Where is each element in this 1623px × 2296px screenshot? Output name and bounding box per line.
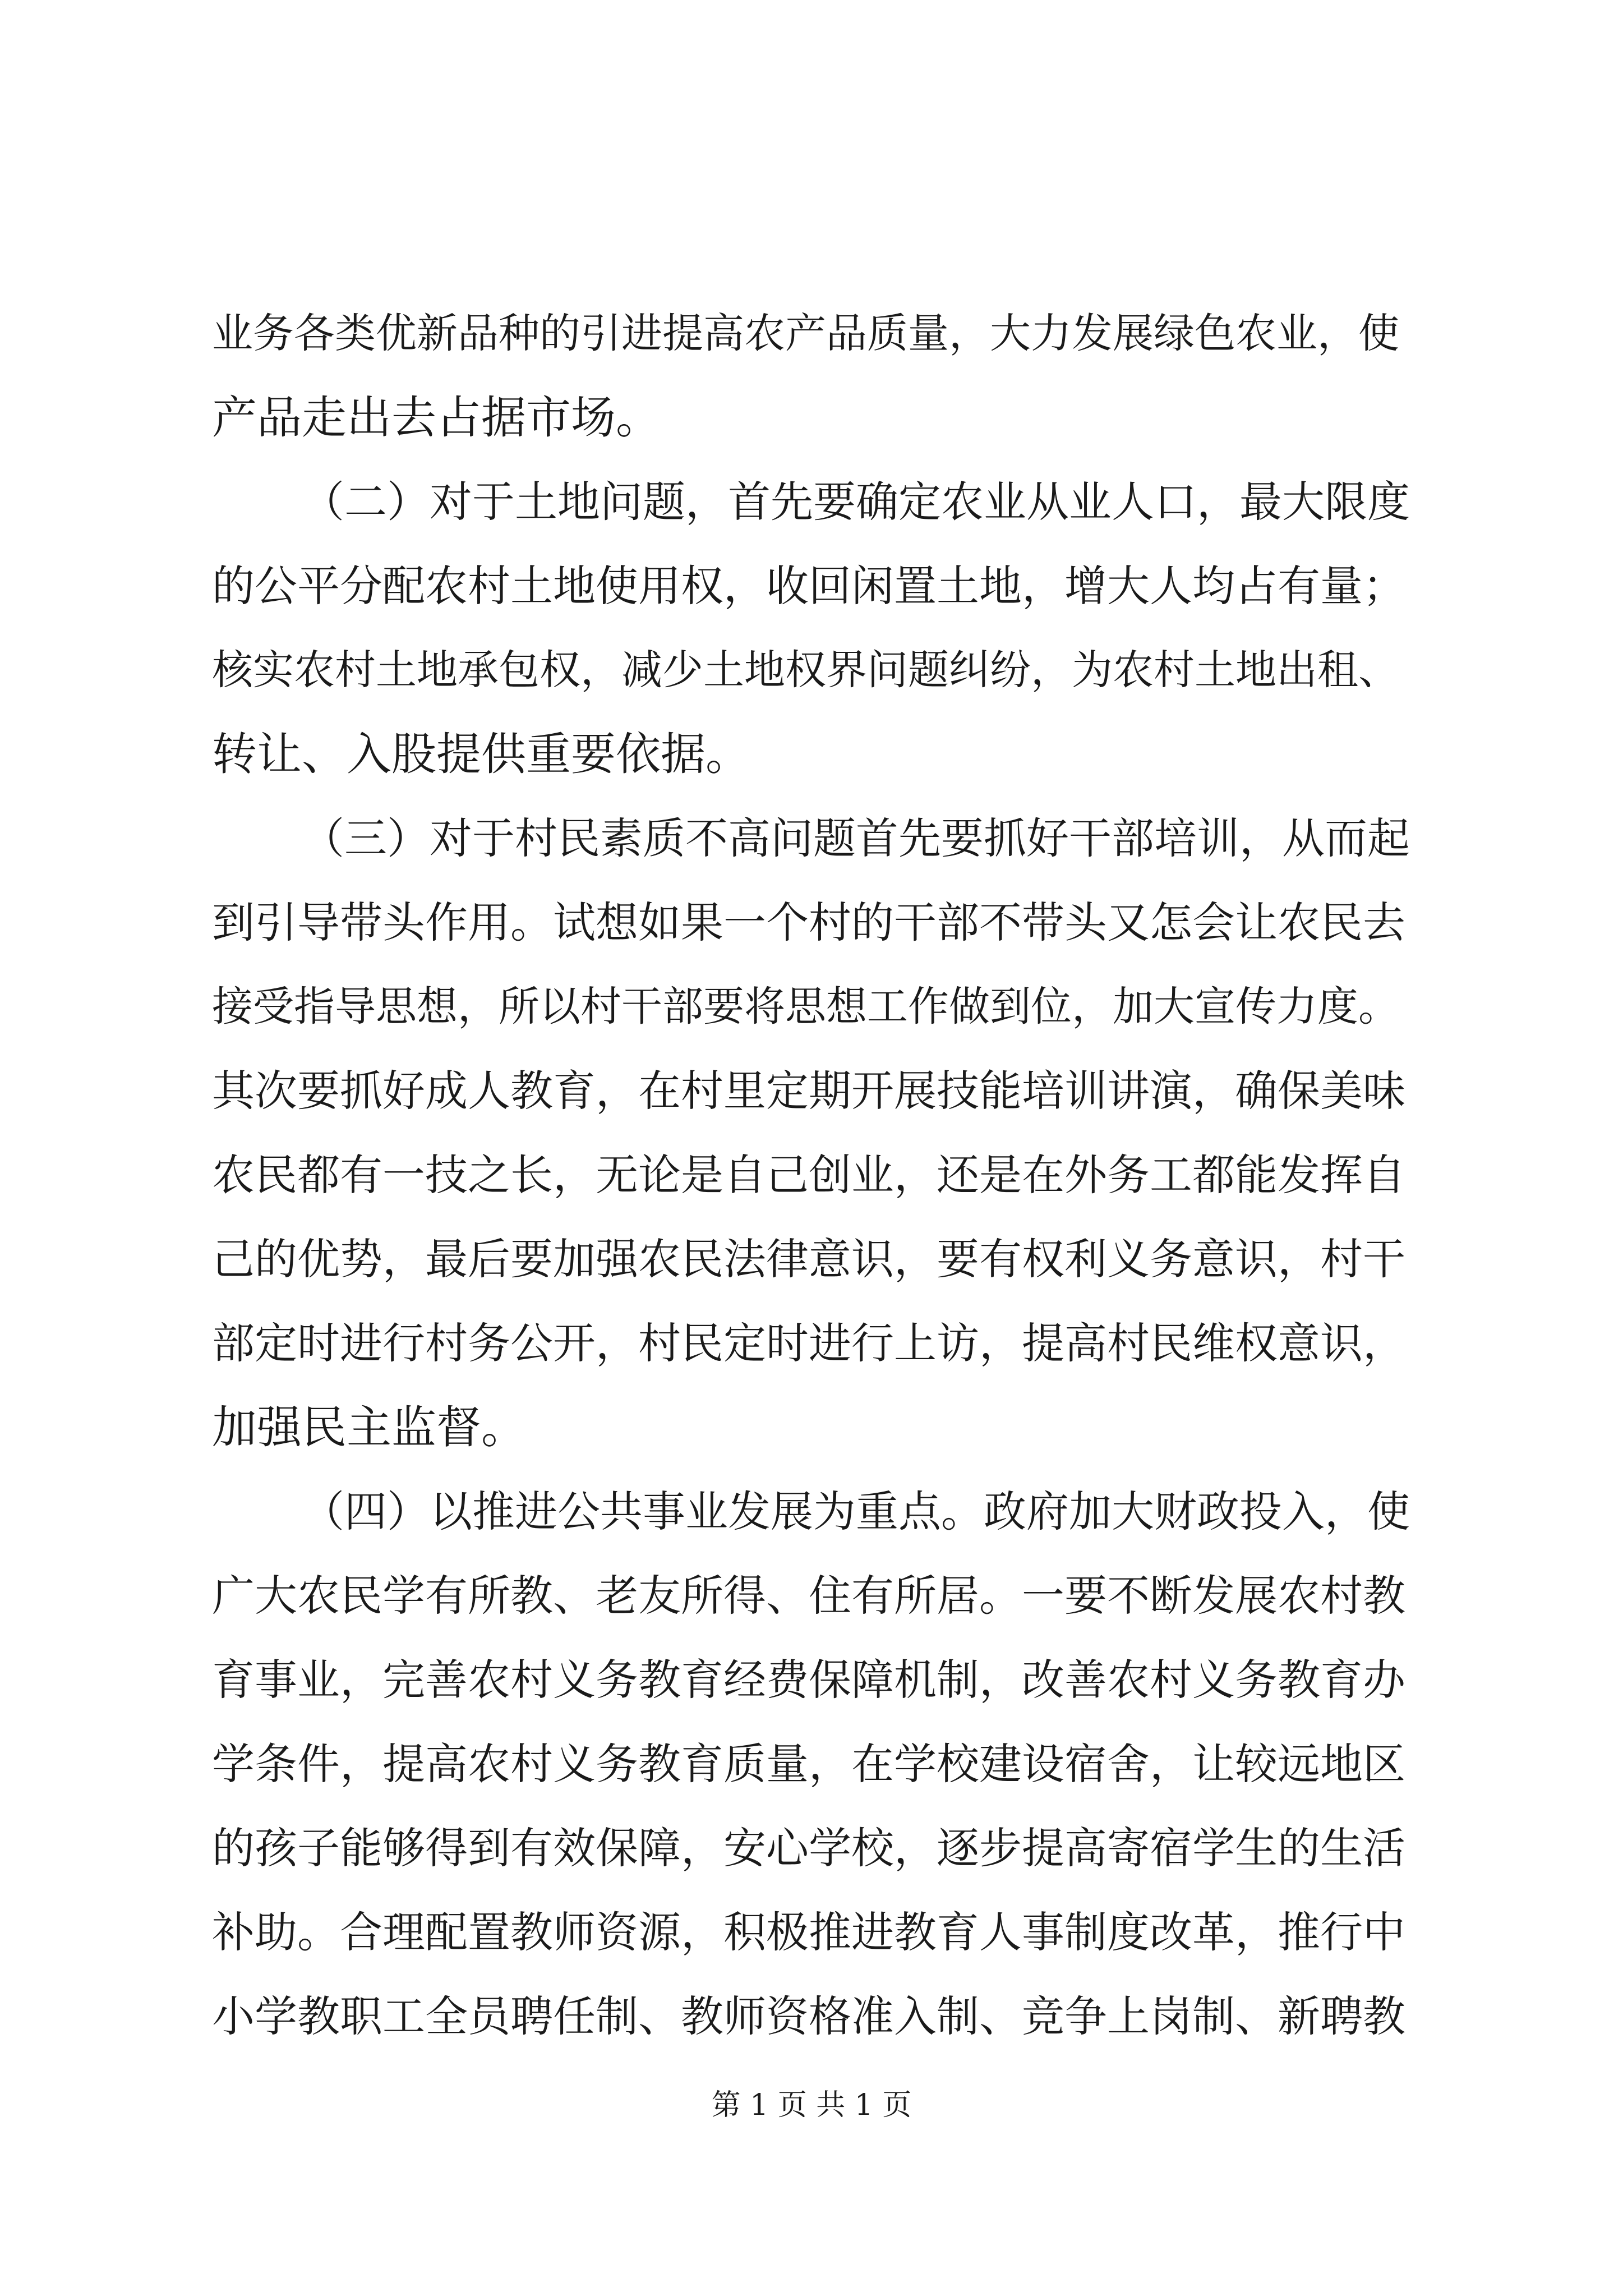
paragraph-line: 己的优势，最后要加强农民法律意识，要有权利义务意识，村干 <box>212 1234 1405 1284</box>
paragraph-line: 的孩子能够得到有效保障，安心学校，逐步提高寄宿学生的生活 <box>212 1823 1405 1873</box>
paragraph-line: 产品走出去占据市场。 <box>212 392 661 444</box>
paragraph-line: （四）以推进公共事业发展为重点。政府加大财政投入，使 <box>302 1487 1410 1536</box>
paragraph-line: 加强民主监督。 <box>212 1401 526 1453</box>
paragraph-line: 学条件，提高农村义务教育质量，在学校建设宿舍，让较远地区 <box>212 1739 1405 1789</box>
paragraph-line: 补助。合理配置教师资源，积极推进教育人事制度改革，推行中 <box>212 1907 1405 1957</box>
paragraph-line: 到引导带头作用。试想如果一个村的干部不带头又怎会让农民去 <box>212 898 1405 947</box>
paragraph-line: （三）对于村民素质不高问题首先要抓好干部培训，从而起 <box>302 813 1410 863</box>
paragraph-line: 小学教职工全员聘任制、教师资格准入制、竞争上岗制、新聘教 <box>212 1991 1405 2041</box>
paragraph-line: 业务各类优新品种的引进提高农产品质量，大力发展绿色农业，使 <box>212 310 1399 357</box>
paragraph-line: 的公平分配农村土地使用权，收回闲置土地，增大人均占有量； <box>212 561 1405 611</box>
paragraph-line: 转让、入股提供重要依据。 <box>212 728 750 780</box>
paragraph-line: 接受指导思想，所以村干部要将思想工作做到位，加大宣传力度。 <box>212 983 1399 1030</box>
paragraph-line: 其次要抓好成人教育，在村里定期开展技能培训讲演，确保美味 <box>212 1066 1405 1116</box>
page-footer: 第 1 页 共 1 页 <box>711 2088 912 2122</box>
paragraph-line: 核实农村土地承包权，减少土地权界问题纠纷，为农村土地出租、 <box>212 646 1399 694</box>
paragraph-line: 部定时进行村务公开，村民定时进行上访，提高村民维权意识， <box>212 1318 1405 1368</box>
paragraph-line: 广大农民学有所教、老友所得、住有所居。一要不断发展农村教 <box>212 1571 1405 1621</box>
paragraph-line: 农民都有一技之长，无论是自己创业，还是在外务工都能发挥自 <box>212 1150 1405 1200</box>
paragraph-line: （二）对于土地问题，首先要确定农业从业人口，最大限度 <box>302 477 1410 527</box>
paragraph-line: 育事业，完善农村义务教育经费保障机制，改善农村义务教育办 <box>212 1655 1405 1705</box>
